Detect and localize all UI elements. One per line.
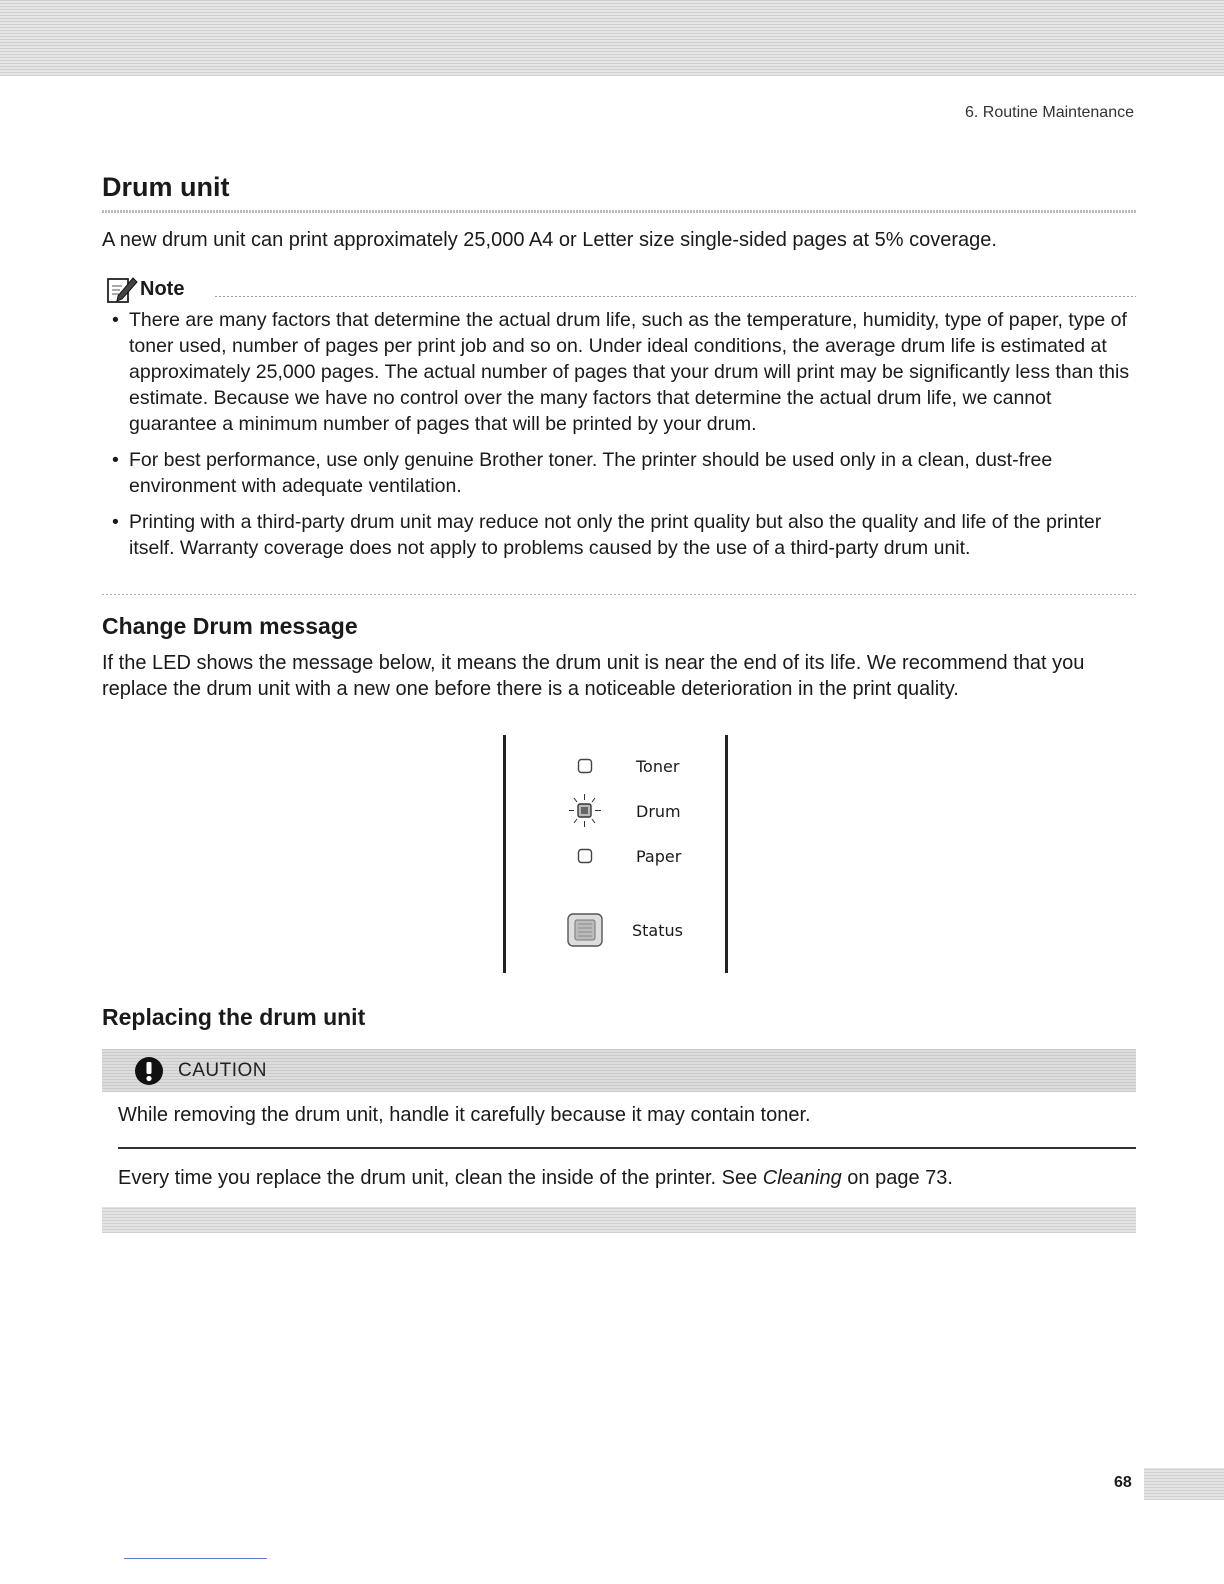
page-tab-decoration: [1144, 1468, 1224, 1500]
status-led-icon: [560, 910, 610, 950]
caution-divider: [118, 1147, 1136, 1149]
chapter-header: 6. Routine Maintenance: [965, 104, 1134, 121]
note-header: [106, 274, 184, 304]
cleaning-reference-paragraph: [118, 1167, 953, 1190]
page-number: 68: [1114, 1474, 1132, 1491]
change-drum-heading: Change Drum message: [102, 613, 358, 639]
paper-led-label: Paper: [636, 846, 682, 866]
change-drum-paragraph: If the LED shows the message below, it means the drum unit is near the end of its life. We recommend that you replace the drum unit with a new one before there is a noticeable deterioration in the print quality.: [102, 652, 1085, 700]
note-item: • Printing with a third-party drum unit may reduce not only the print quality but also the quality and life of the printer itself. Warranty coverage does not apply to problems caused by the use of a third-party drum unit.: [110, 509, 1140, 561]
drum-led-label: Drum: [636, 801, 681, 821]
note-list: [110, 307, 1140, 571]
cleaning-reference-suffix: on page 73.: [841, 1167, 953, 1189]
note-item: • There are many factors that determine the actual drum life, such as the temperature, humidity, type of paper, type of toner used, number of pages per print job and so on. Under ideal conditions, the average drum life is estimated at approximately 25,000 pages. The actual number of pages that your drum will print may be significantly less than this estimate. Because we have no control over the many factors that determine the actual drum life, we cannot guarantee a minimum number of pages that will be printed by your drum.: [110, 307, 1140, 437]
drum-led-blinking-icon: [560, 791, 610, 831]
toner-led-label: Toner: [636, 756, 680, 776]
note-end-divider: [102, 594, 1136, 595]
footer-underline: [124, 1558, 267, 1559]
cleaning-link[interactable]: Cleaning: [762, 1167, 842, 1189]
led-panel-right-border: [725, 735, 728, 973]
caution-banner: [102, 1049, 1136, 1092]
intro-paragraph: A new drum unit can print approximately 25,000 A4 or Letter size single-sided pages at 5% coverage.: [102, 229, 997, 251]
page-title: Drum unit: [102, 172, 230, 202]
note-pencil-icon: [106, 274, 138, 304]
led-row-drum: [560, 791, 681, 831]
caution-exclamation-icon: [134, 1056, 164, 1086]
led-row-status: [560, 910, 683, 950]
led-panel-left-border: [503, 735, 506, 973]
top-decorative-band: [0, 0, 1224, 76]
section-end-band: [102, 1207, 1136, 1233]
caution-label: CAUTION: [178, 1059, 267, 1081]
note-label: Note: [140, 277, 185, 300]
led-row-paper: [560, 836, 681, 876]
caution-text: While removing the drum unit, handle it carefully because it may contain toner.: [118, 1104, 811, 1126]
led-row-toner: [560, 746, 679, 786]
title-divider: [102, 210, 1136, 213]
note-divider: [215, 296, 1136, 297]
note-item: • For best performance, use only genuine Brother toner. The printer should be used only in a clean, dust-free environment with adequate ventilation.: [110, 447, 1140, 499]
status-led-label: Status: [632, 920, 683, 940]
cleaning-reference-prefix: Every time you replace the drum unit, clean the inside of the printer. See: [118, 1167, 763, 1189]
replacing-drum-heading: Replacing the drum unit: [102, 1004, 366, 1030]
toner-led-off-icon: [560, 746, 610, 786]
paper-led-off-icon: [560, 836, 610, 876]
